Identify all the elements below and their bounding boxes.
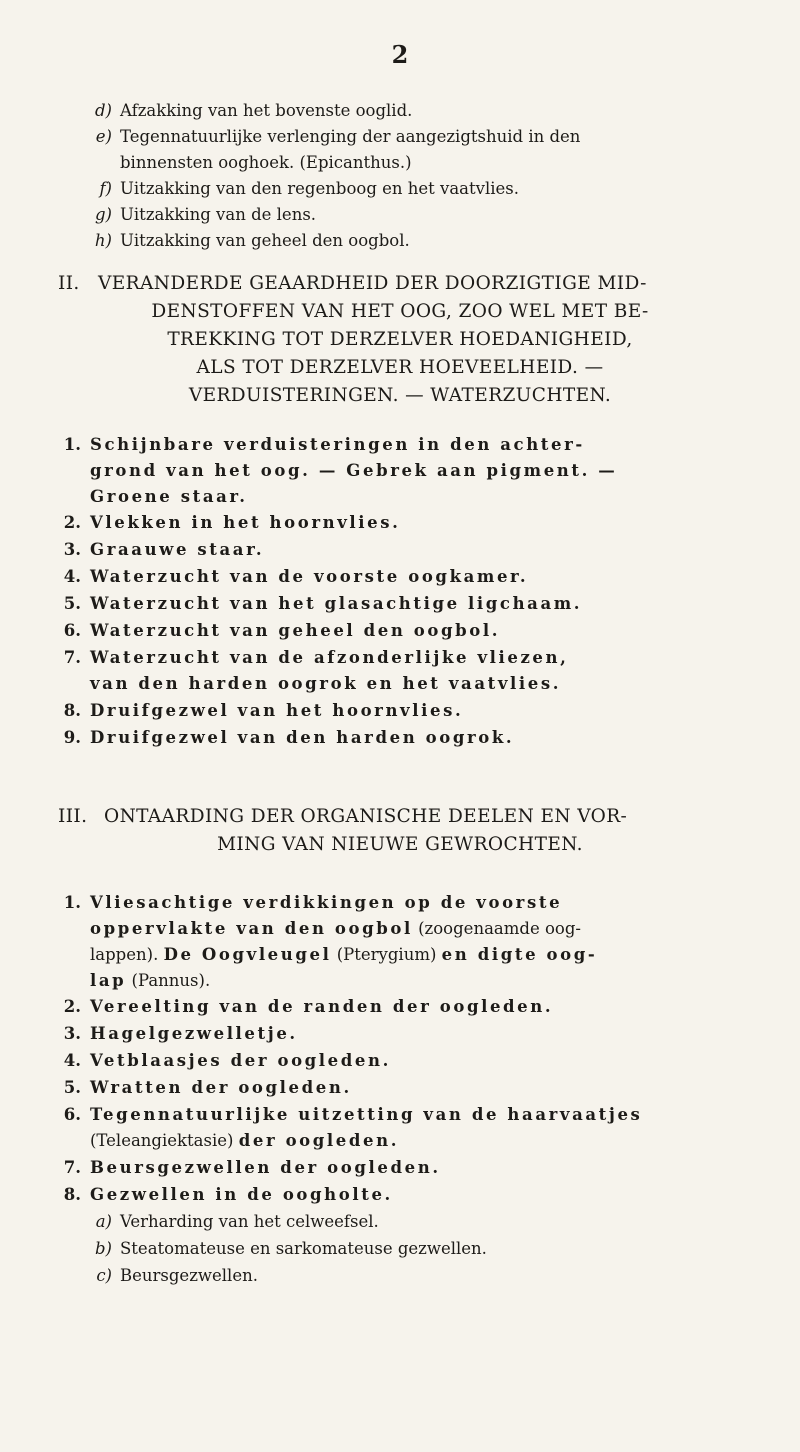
list-item: [0, 994, 800, 1021]
heading-line: TREKKING TOT DERZELVER HOEDANIGHEID,: [167, 329, 633, 350]
item-text: Vlekken in het hoornvlies.: [90, 513, 401, 532]
item-label: c): [96, 1266, 112, 1285]
item-text: Steatomateuse en sarkomateuse gezwellen.: [120, 1239, 487, 1258]
list-item: [0, 564, 800, 591]
item-number: 2.: [63, 997, 81, 1016]
item-text: Schijnbare verduisteringen in den achter-: [90, 435, 585, 454]
item-text: Vliesachtige verdikkingen op de voorste: [90, 893, 563, 912]
item-text: Druifgezwel van het hoornvlies.: [90, 701, 464, 720]
item-text-spaced: der oogleden.: [238, 1131, 400, 1150]
list-item: [0, 1155, 800, 1182]
list-item: [0, 1075, 800, 1102]
item-number: 7.: [63, 1158, 81, 1177]
list-item: [0, 1182, 800, 1209]
item-text: Vereelting van de randen der oogleden.: [90, 997, 554, 1016]
item-label: f): [99, 179, 112, 198]
item-label: d): [95, 101, 112, 120]
section-3-heading: [0, 803, 800, 863]
item-number: 8.: [63, 701, 81, 720]
item-text-plain: (Pterygium): [331, 945, 442, 964]
item-label: e): [95, 127, 112, 146]
section-2-number: II.: [58, 273, 80, 294]
sub-list-item: [0, 1209, 800, 1236]
sub-list-item: [0, 1236, 800, 1263]
heading-line: DENSTOFFEN VAN HET OOG, ZOO WEL MET BE-: [151, 301, 649, 322]
item-text-continued: [90, 916, 774, 942]
item-text: Waterzucht van de afzonderlijke vliezen,: [90, 648, 569, 667]
section-3-list: [0, 890, 800, 1290]
item-number: 7.: [63, 648, 81, 667]
item-label: a): [95, 1212, 112, 1231]
item-label: g): [95, 205, 112, 224]
item-number: 2.: [63, 513, 81, 532]
list-item: [0, 591, 800, 618]
item-text-plain: (zoogenaamde oog-: [412, 919, 581, 938]
item-text-plain: lappen).: [90, 945, 164, 964]
item-label: h): [94, 231, 112, 250]
list-item: [0, 698, 800, 725]
list-item: [0, 618, 800, 645]
item-text-continued: [90, 1128, 774, 1154]
heading-line: VERDUISTERINGEN. — WATERZUCHTEN.: [188, 385, 612, 406]
list-item: [0, 98, 800, 124]
item-number: 5.: [63, 594, 81, 613]
item-text: Afzakking van het bovenste ooglid.: [120, 101, 413, 120]
list-item: [0, 890, 800, 994]
top-list: [0, 98, 800, 254]
sub-list-item: [0, 1263, 800, 1290]
item-text-spaced: en digte oog-: [441, 945, 598, 964]
item-text: Waterzucht van geheel den oogbol.: [90, 621, 501, 640]
item-text: Hagelgezwelletje.: [90, 1024, 298, 1043]
item-text: Uitzakking van den regenboog en het vaatvlies.: [120, 179, 520, 198]
list-item: [0, 1102, 800, 1155]
list-item: [0, 725, 800, 752]
item-number: 4.: [63, 567, 81, 586]
item-text-continued: grond van het oog. — Gebrek aan pigment. —: [90, 461, 618, 480]
item-text: Vetblaasjes der oogleden.: [90, 1051, 391, 1070]
section-2-list: [0, 432, 800, 752]
page-number: 2: [391, 40, 409, 69]
item-text: Beursgezwellen der oogleden.: [90, 1158, 441, 1177]
item-label: b): [95, 1239, 112, 1258]
item-text: Druifgezwel van den harden oogrok.: [90, 728, 515, 747]
item-number: 4.: [63, 1051, 81, 1070]
heading-line: ONTAARDING DER ORGANISCHE DEELEN EN VOR-: [104, 806, 628, 827]
item-number: 3.: [63, 540, 81, 559]
item-text-spaced: lap: [90, 971, 127, 990]
item-text-continued: binnensten ooghoek. (Epicanthus.): [120, 153, 412, 172]
list-item: [0, 176, 800, 202]
item-number: 6.: [63, 621, 81, 640]
item-number: 1.: [63, 435, 81, 454]
heading-line: VERANDERDE GEAARDHEID DER DOORZIGTIGE MID-: [98, 273, 647, 294]
item-text-continued: van den harden oogrok en het vaatvlies.: [90, 674, 562, 693]
item-number: 5.: [63, 1078, 81, 1097]
item-text-spaced: De Oogvleugel: [163, 945, 332, 964]
item-text: Tegennatuurlijke verlenging der aangezigtshuid in den: [120, 127, 581, 146]
item-text: Gezwellen in de oogholte.: [90, 1185, 393, 1204]
item-text-continued: [90, 942, 774, 968]
item-number: 9.: [63, 728, 81, 747]
list-item: [0, 124, 800, 176]
heading-line: ALS TOT DERZELVER HOEVEELHEID. —: [196, 357, 604, 378]
item-text-continued: [90, 968, 774, 994]
item-text: Tegennatuurlijke uitzetting van de haarvaatjes: [90, 1105, 643, 1124]
section-2-heading: [0, 270, 800, 410]
list-item: [0, 228, 800, 254]
item-text: Uitzakking van geheel den oogbol.: [120, 231, 410, 250]
item-number: 3.: [63, 1024, 81, 1043]
item-number: 6.: [63, 1105, 81, 1124]
item-number: 1.: [63, 893, 81, 912]
list-item: [0, 202, 800, 228]
item-text-spaced: oppervlakte van den oogbol: [90, 919, 413, 938]
list-item: [0, 432, 800, 510]
section-3-number: III.: [58, 806, 88, 827]
item-text: Graauwe staar.: [90, 540, 265, 559]
list-item: [0, 1048, 800, 1075]
list-item: [0, 1021, 800, 1048]
heading-line: MING VAN NIEUWE GEWROCHTEN.: [217, 834, 583, 855]
item-text: Verharding van het celweefsel.: [120, 1212, 379, 1231]
list-item: [0, 537, 800, 564]
item-text: Uitzakking van de lens.: [120, 205, 317, 224]
item-text-plain: (Teleangiektasie): [90, 1131, 239, 1150]
item-text-plain: (Pannus).: [126, 971, 211, 990]
item-number: 8.: [63, 1185, 81, 1204]
item-text-continued: Groene staar.: [90, 487, 248, 506]
list-item: [0, 645, 800, 698]
item-text: Waterzucht van het glasachtige ligchaam.: [90, 594, 583, 613]
item-text: Waterzucht van de voorste oogkamer.: [90, 567, 529, 586]
list-item: [0, 510, 800, 537]
item-text: Wratten der oogleden.: [90, 1078, 352, 1097]
item-text: Beursgezwellen.: [120, 1266, 258, 1285]
